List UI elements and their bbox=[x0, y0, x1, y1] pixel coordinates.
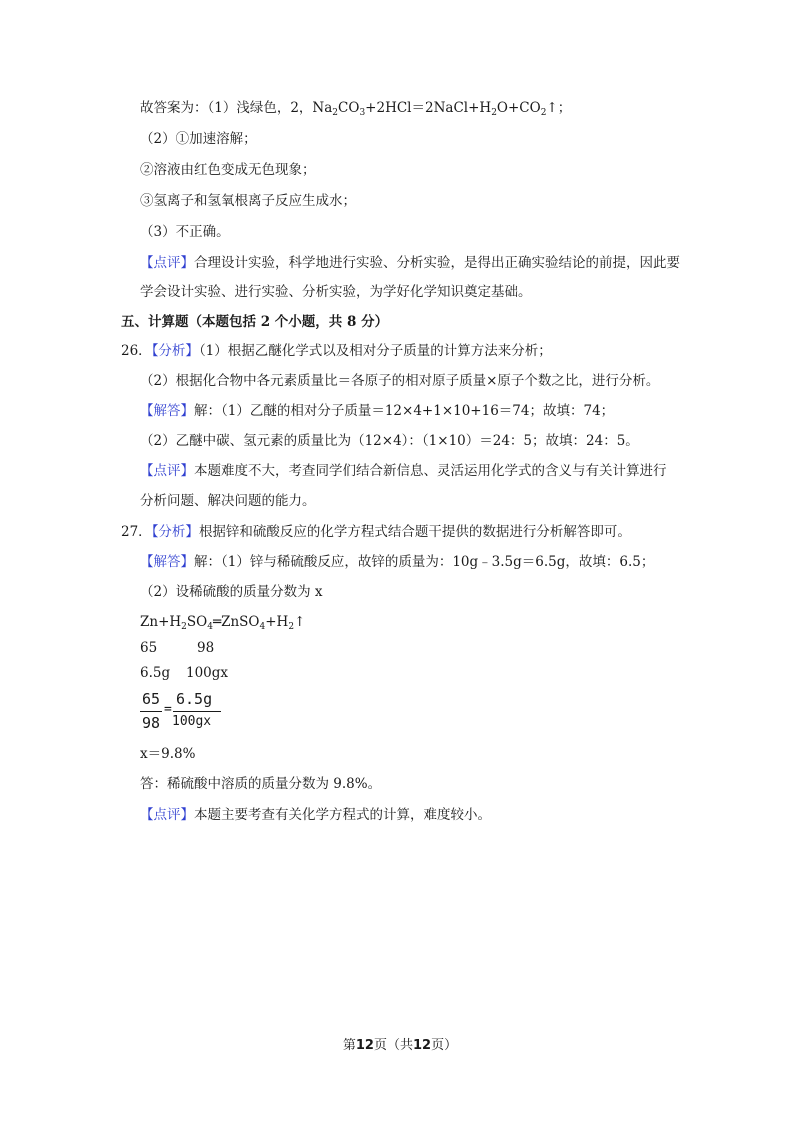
answer-text: 解：（1）锌与稀硫酸反应，故锌的质量为：10g﹣3.5g＝6.5g，故填：6.5； bbox=[194, 554, 655, 570]
fraction-bar-left bbox=[140, 711, 162, 712]
subscript: 3 bbox=[359, 108, 366, 118]
subscript: 2 bbox=[181, 622, 187, 632]
section-heading: 五、计算题（本题包括 2 个小题，共 8 分） bbox=[121, 314, 389, 330]
subscript: 4 bbox=[259, 622, 266, 632]
answer-text: O+CO bbox=[496, 100, 541, 116]
answer-line-4: ③氢离子和氢氧根离子反应生成水； bbox=[140, 193, 356, 209]
footer-text: 页） bbox=[431, 1038, 458, 1053]
subscript: 2 bbox=[288, 622, 295, 632]
analysis-tag: 【分析】 bbox=[151, 343, 199, 359]
analysis-text: （1）根据乙醚化学式以及相对分子质量的计算方法来分析； bbox=[198, 343, 552, 359]
comment-text: 本题主要考查有关化学方程式的计算，难度较小。 bbox=[194, 807, 491, 823]
fraction-denominator-right: 100gx bbox=[172, 714, 212, 729]
equation-part: SO bbox=[186, 614, 208, 630]
answer-text: ↑； bbox=[546, 100, 572, 116]
q26-comment-cont: 分析问题、解决问题的能力。 bbox=[140, 493, 316, 509]
comment-text: 合理设计实验，科学地进行实验、分析实验，是得出正确实验结论的前提，因此要 bbox=[194, 255, 680, 271]
given-mass-right: 100gx bbox=[186, 665, 229, 681]
comment-tag: 【点评】 bbox=[140, 255, 194, 271]
q26-answer-2: （2）乙醚中碳、氢元素的质量比为（12×4）：（1×10）＝24：5；故填：24：5。 bbox=[140, 433, 639, 449]
subscript: 2 bbox=[332, 108, 339, 118]
question-number: 26． bbox=[121, 343, 152, 359]
fraction-denominator-left: 98 bbox=[142, 714, 161, 732]
question-number: 27． bbox=[121, 524, 152, 540]
fraction-numerator-right: 6.5g bbox=[176, 690, 213, 708]
q26-answer bbox=[140, 401, 614, 421]
answer-line-1 bbox=[140, 98, 571, 118]
q27-comment bbox=[140, 805, 491, 825]
page-number: 12 bbox=[355, 1038, 374, 1053]
answer-text: CO bbox=[338, 100, 360, 116]
answer-text: 解：（1）乙醚的相对分子质量＝12×4+1×10+16＝74；故填：74； bbox=[194, 403, 615, 419]
subscript: 2 bbox=[491, 108, 497, 118]
equation-part: ↑ bbox=[294, 614, 306, 630]
equation-part: ═ZnSO bbox=[212, 614, 260, 630]
fraction-bar-right bbox=[173, 711, 221, 712]
equation-part: +H bbox=[265, 614, 289, 630]
comment-text: 本题难度不大，考查同学们结合新信息、灵活运用化学式的含义与有关计算进行 bbox=[194, 463, 667, 479]
subscript: 2 bbox=[540, 108, 547, 118]
footer-text: 第 bbox=[342, 1038, 356, 1053]
result-line: x＝9.8% bbox=[140, 746, 196, 762]
molar-mass-left: 65 bbox=[140, 640, 158, 656]
answer-text: 故答案为：（1）浅绿色，2，Na bbox=[140, 100, 333, 116]
q27-answer bbox=[140, 552, 654, 572]
answer-line-2: （2）①加速溶解； bbox=[140, 131, 257, 147]
answer-line-5: （3）不正确。 bbox=[140, 224, 230, 240]
answer-tag: 【解答】 bbox=[140, 554, 194, 570]
page-total: 12 bbox=[413, 1038, 432, 1053]
answer-text: +2HCl＝2NaCl+H bbox=[365, 100, 492, 116]
q26-comment bbox=[140, 461, 667, 481]
page-footer bbox=[0, 1034, 800, 1053]
footer-text: 页（共 bbox=[373, 1038, 413, 1053]
q26-analysis bbox=[121, 341, 552, 361]
q27-analysis bbox=[121, 522, 631, 542]
final-answer: 答：稀硫酸中溶质的质量分数为 9.8%。 bbox=[140, 776, 382, 792]
answer-comment bbox=[140, 253, 680, 273]
proportion-fraction bbox=[140, 690, 230, 734]
analysis-tag: 【分析】 bbox=[151, 524, 199, 540]
comment-tag: 【点评】 bbox=[140, 463, 194, 479]
analysis-text: 根据锌和硫酸反应的化学方程式结合题干提供的数据进行分析解答即可。 bbox=[198, 524, 631, 540]
subscript: 4 bbox=[207, 622, 213, 632]
answer-comment-cont: 学会设计实验、进行实验、分析实验，为学好化学知识奠定基础。 bbox=[140, 284, 532, 300]
molar-mass-right: 98 bbox=[197, 640, 215, 656]
fraction-numerator-left: 65 bbox=[142, 690, 161, 708]
given-mass-left: 6.5g bbox=[140, 665, 171, 681]
q27-answer-2: （2）设稀硫酸的质量分数为 x bbox=[140, 584, 323, 600]
fraction-equals: = bbox=[164, 702, 172, 717]
answer-line-3: ②溶液由红色变成无色现象； bbox=[140, 162, 316, 178]
chemical-equation bbox=[140, 612, 305, 632]
equation-part: Zn+H bbox=[140, 614, 182, 630]
answer-tag: 【解答】 bbox=[140, 403, 194, 419]
q26-analysis-2: （2）根据化合物中各元素质量比＝各原子的相对原子质量×原子个数之比，进行分析。 bbox=[140, 373, 660, 389]
comment-tag: 【点评】 bbox=[140, 807, 194, 823]
